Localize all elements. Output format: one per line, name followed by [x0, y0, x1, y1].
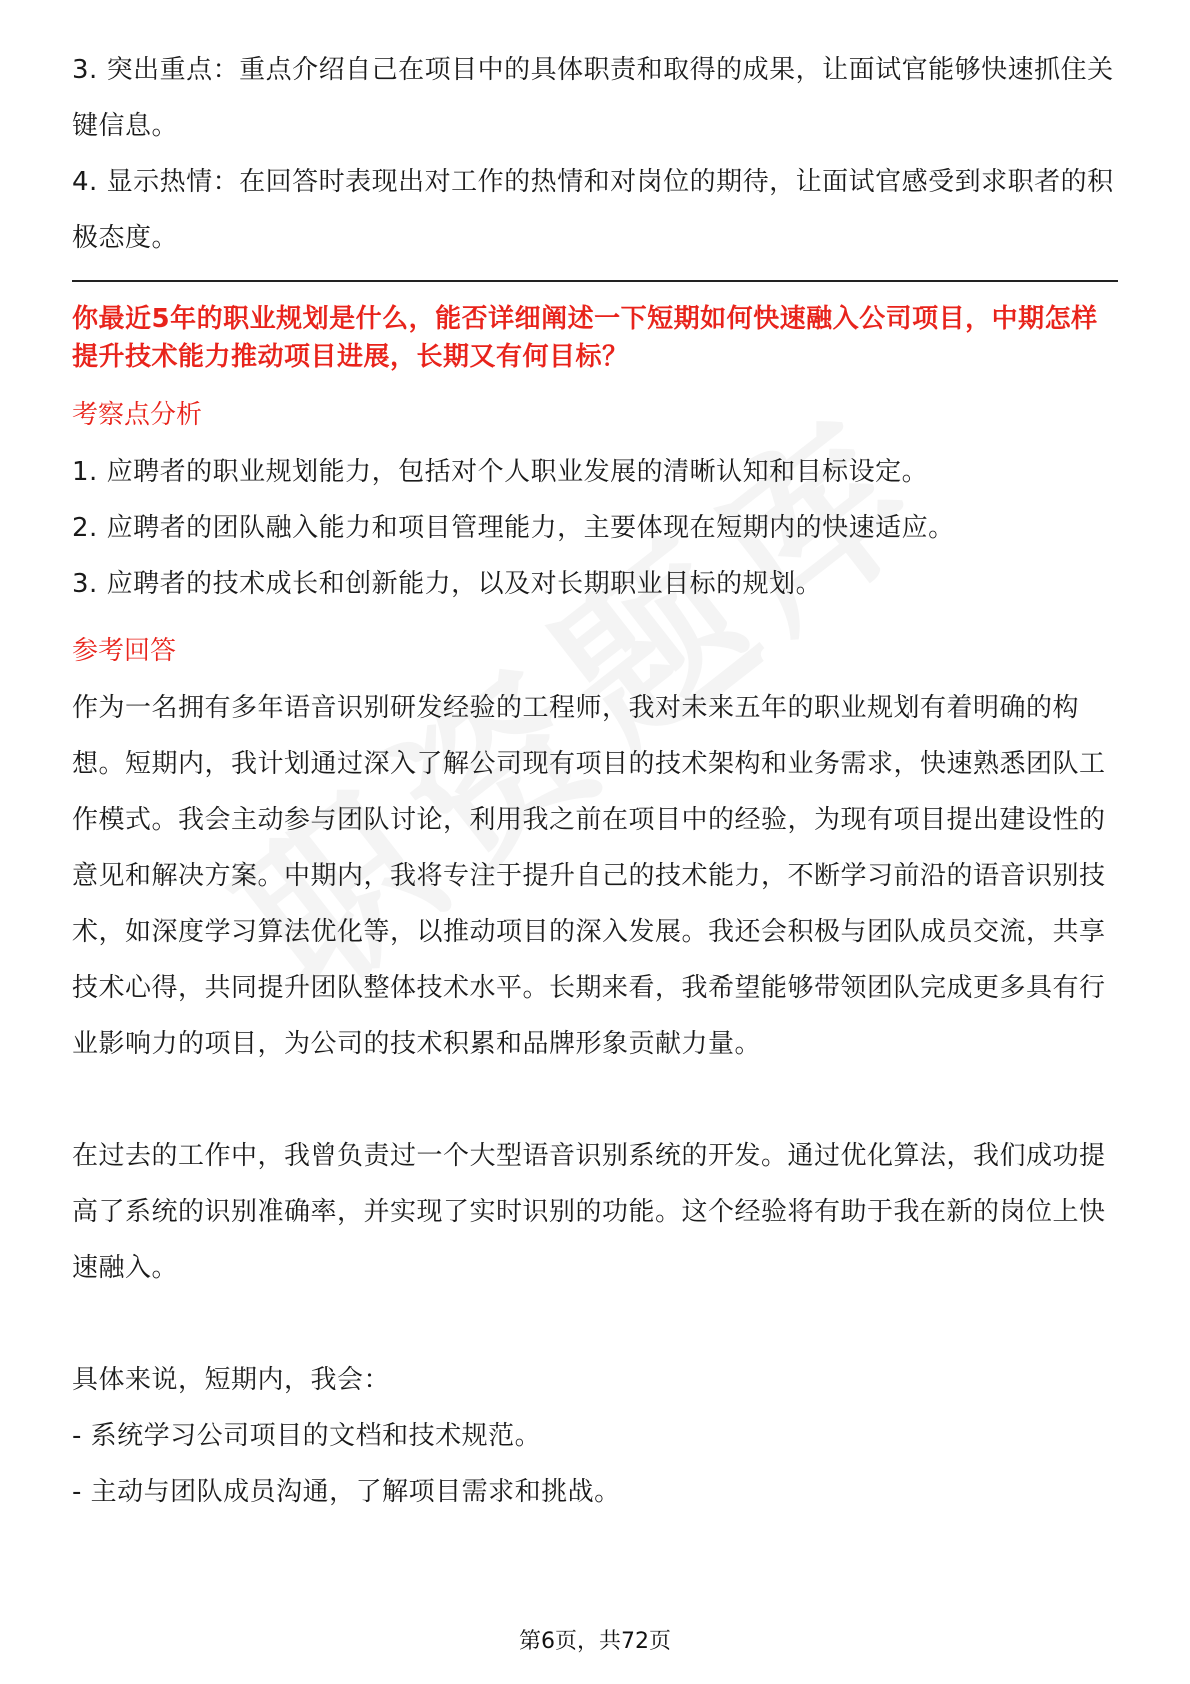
intro-point-3: 3. 突出重点：重点介绍自己在项目中的具体职责和取得的成果，让面试官能够快速抓住关键信息。	[72, 55, 1114, 141]
section-divider	[72, 280, 1118, 282]
analysis-item: 3. 应聘者的技术成长和创新能力，以及对长期职业目标的规划。	[72, 569, 823, 599]
intro-point-4: 4. 显示热情：在回答时表现出对工作的热情和对岗位的期待，让面试官感受到求职者的积极态度。	[72, 167, 1114, 253]
answer-list-item: - 系统学习公司项目的文档和技术规范。	[72, 1421, 542, 1451]
analysis-heading: 考察点分析	[72, 400, 203, 430]
answer-paragraph-2: 在过去的工作中，我曾负责过一个大型语音识别系统的开发。通过优化算法，我们成功提高了系统的识别准确率，并实现了实时识别的功能。这个经验将有助于我在新的岗位上快速融入。	[72, 1141, 1106, 1283]
answer-heading: 参考回答	[72, 636, 177, 666]
answer-list-item: - 主动与团队成员沟通，了解项目需求和挑战。	[72, 1477, 621, 1507]
interview-question: 你最近5年的职业规划是什么，能否详细阐述一下短期如何快速融入公司项目，中期怎样提升技术能力推动项目进展，长期又有何目标？	[72, 304, 1098, 372]
analysis-item: 2. 应聘者的团队融入能力和项目管理能力，主要体现在短期内的快速适应。	[72, 513, 955, 543]
answer-paragraph-1: 作为一名拥有多年语音识别研发经验的工程师，我对未来五年的职业规划有着明确的构想。短期内，我计划通过深入了解公司现有项目的技术架构和业务需求，快速熟悉团队工作模式。我会主动参与团队讨论，利用我之前在项目中的经验，为现有项目提出建设性的意见和解决方案。中期内，我将专注于提升自己的技术能力，不断学习前沿的语音识别技术，如深度学习算法优化等，以推动项目的深入发展。我还会积极与团队成员交流，共享技术心得，共同提升团队整体技术水平。长期来看，我希望能够带领团队完成更多具有行业影响力的项目，为公司的技术积累和品牌形象贡献力量。	[72, 693, 1106, 1059]
page-number-footer: 第6页，共72页	[519, 1629, 671, 1654]
answer-paragraph-3: 具体来说，短期内，我会：	[72, 1365, 391, 1395]
document-page	[72, 42, 1118, 1520]
analysis-item: 1. 应聘者的职业规划能力，包括对个人职业发展的清晰认知和目标设定。	[72, 457, 929, 487]
